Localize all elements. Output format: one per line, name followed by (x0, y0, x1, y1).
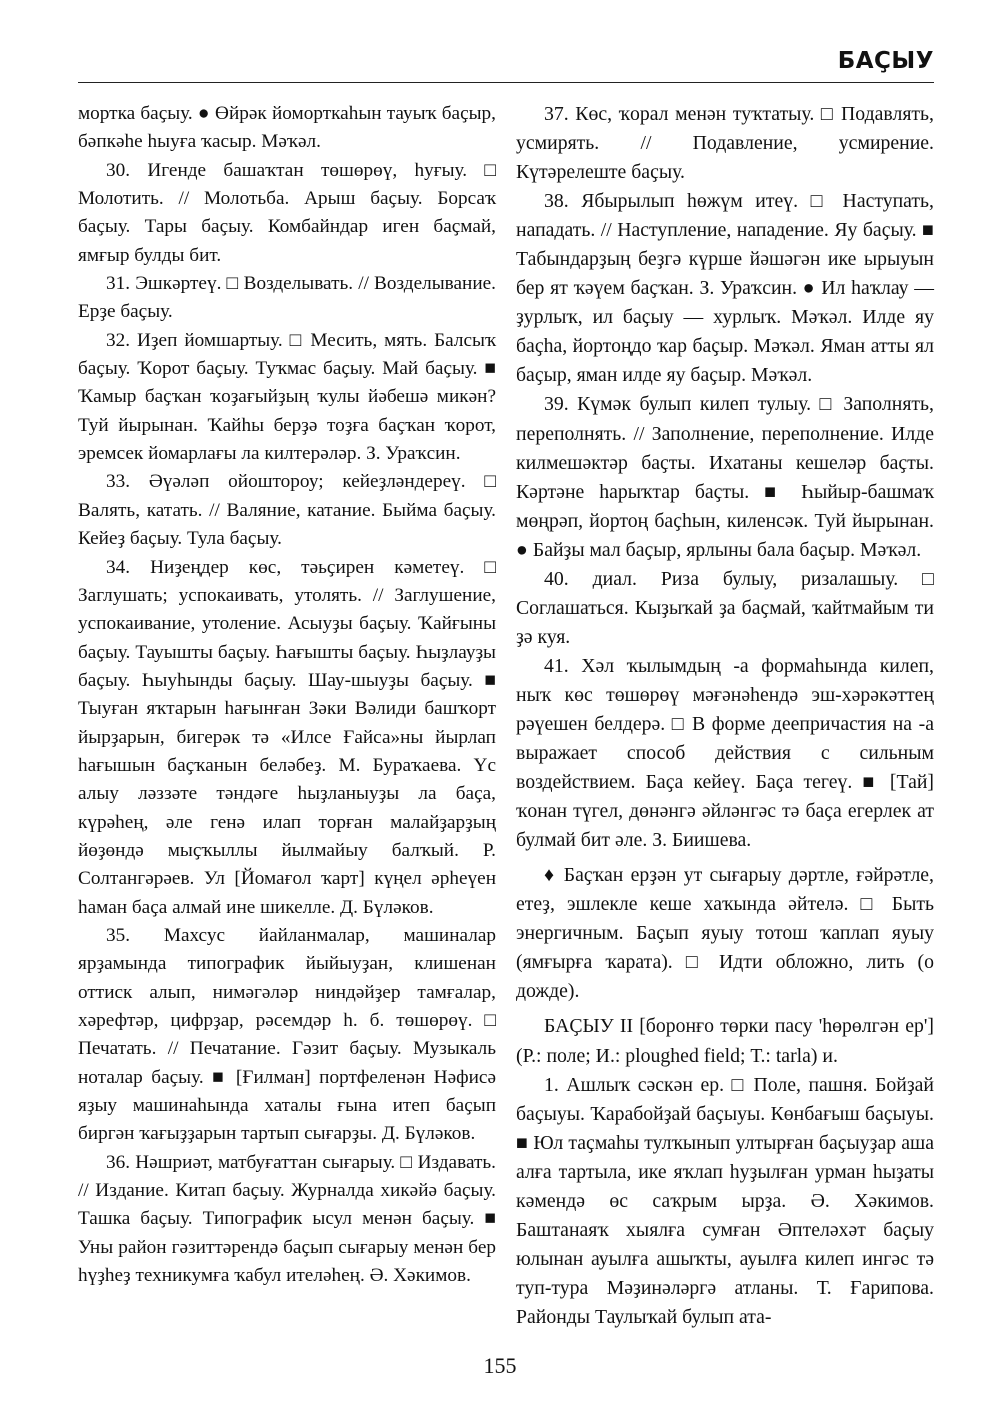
entry-paragraph: 36. Нәшриәт, матбуғаттан сығарыу. □ Издавать. // Издание. Китап баҫыу. Журналда хикәйә баҫыу. Ташка баҫыу. Типографик ысул менән баҫыу. ■ Уны район гәзиттәрендә баҫып сығарыу менән бер һүҙһеҙ техникумға ҡабул ителәһең. Ә. Хәкимов. (78, 1151, 496, 1287)
right-column (516, 100, 934, 1332)
left-column (78, 100, 496, 1290)
running-head-title: БАҪЫУ (837, 48, 934, 74)
entry-paragraph: 39. Күмәк булып килеп тулыу. □ Заполнять, переполнять. // Заполнение, переполнение. Илде килмешәктәр баҫты. Ихатаны кешеләр баҫты. Кәртәне һарыҡтар баҫты. ■ Һыйыр-башмаҡ мөңрәп, йортоң баҫһын, киленсәк. Туй йырынан. ● Байҙы мал баҫыр, ярлыны бала баҫыр. Мәҡәл. (516, 393, 934, 561)
entry-paragraph: 37. Көс, ҡорал менән туҡтатыу. □ Подавлять, усмирять. // Подавление, усмирение. Күтәрелеште баҫыу. (516, 103, 934, 184)
entry-paragraph: 35. Махсус йайланмалар, машиналар ярҙамында типографик йыйыуҙан, клишенан оттиск алып, нимәгәләр ниндәйҙер тамғалар, хәрефтәр, цифрҙар, рәсемдәр һ. б. төшөрөү. □ Печатать. // Печатание. Гәзит баҫыу. Музыкаль ноталар баҫыу. ■ [Ғилман] портфеленән Нәфисә яҙыу машинаһында хаталы ғына итеп баҫып биргән ҡағыҙҙарын тартып сығарҙы. Д. Бүләков. (78, 924, 496, 1145)
entry-paragraph: 38. Ябырылып һөжүм итеү. □ Наступать, нападать. // Наступление, нападение. Яу баҫыу. ■ Табындарҙың беҙгә күрше йәшәгән ике ырыуын бер ят ҡәүем баҫҡан. З. Ураҡсин. ● Ил һаҡлау — ҙурлыҡ, ил баҫыу — хурлыҡ. Мәҡәл. Илде яу баҫһа, йортоңдо ҡар баҫыр. Мәҡәл. Яман атты ял баҫыр, яман илде яу баҫыр. Мәҡәл. (516, 190, 934, 387)
entry-paragraph: 34. Ниҙеңдер көс, тәьҫирен кәметеү. □ Заглушать; успокаивать, утолять. // Заглушение, успокаивание, утоление. Асыуҙы баҫыу. Ҡайғыны баҫыу. Тауышты баҫыу. Һағышты баҫыу. Һыҙлауҙы баҫыу. Һыуһынды баҫыу. Шау-шыуҙы баҫыу. ■ Тыуған яҡтарын һағынған Зәки Вәлиди башҡорт йырҙарын, бигерәк тә «Илсе Ғайса»ны йырлап һағышын баҫҡанын беләбеҙ. М. Бураҡаева. Үс алыу ләззәте тәндәге һыҙланыуҙы ла баҫа, күрәһең, әле генә илап торған малайҙарҙың йөҙөндә мыҫҡыллы йылмайыу балҡый. Р. Солтангәрәев. Ул [Йомағол ҡарт] күңел әрһеүен һаман баҫа алмай ине шикелле. Д. Бүләков. (78, 556, 496, 918)
entry-paragraph: 41. Хәл ҡылымдың -а формаһында килеп, ныҡ көс төшөрөү мәғәнәһендә эш-хәрәкәттең рәүешен белдерә. □ В форме деепричастия на -а выражает способ действия с сильным воздействием. Баҫа кейеү. Баҫа тегеү. ■ [Тай] ҡонан түгел, дөнәнгә әйләнгәс тә баҫа егерлек ат булмай бит әле. З. Биишева. (516, 654, 934, 852)
page-number: 155 (483, 1353, 517, 1378)
entry-paragraph: 40. диал. Риза булыу, ризалашыу. □ Соглашаться. Кыҙыҡай ҙа баҫмай, ҡайтмайым ти ҙә куя. (516, 567, 934, 648)
entry-paragraph: 33. Әүәләп ойоштороу; кейеҙләндереү. □ Валять, катать. // Валяние, катание. Быйма баҫыу. Кейеҙ баҫыу. Тула баҫыу. (78, 471, 496, 550)
entry-paragraph: 30. Игенде башаҡтан төшөрөү, һуғыу. □ Молотить. // Молотьба. Арыш баҫыу. Борсаҡ баҫыу. Тары баҫыу. Комбайндар иген баҫмай, ямғыр булды бит. (78, 159, 496, 266)
idiom-paragraph: ♦ Баҫҡан ерҙән ут сығарыу дәртле, ғәйрәтле, етеҙ, эшлекле кеше хаҡында әйтелә. □ Быть энергичным. Баҫып яуыу тотош ҡаплап яуыу (ямғырға ҡарата). □ Идти обложно, лить (о дожде). (516, 864, 934, 1003)
entry-paragraph: мортка баҫыу. ● Өйрәк йоморткаһын тауыҡ баҫыр, бәпкәһе һыуға ҡасыр. Мәҡәл. (78, 103, 496, 153)
entry-paragraph: 32. Иҙеп йомшартыу. □ Месить, мять. Балсыҡ баҫыу. Ҡорот баҫыу. Туҡмас баҫыу. Май баҫыу. ■ Ҡамыр баҫҡан ҡоҙағыйҙың ҡулы йәбешә микән? Туй йырынан. Ҡайһы берҙә тоҙға баҫҡан ҡорот, эремсек йомарлағы ла килтерәләр. З. Ураҡсин. (78, 329, 496, 465)
entry-paragraph: 1. Ашлыҡ сәскән ер. □ Поле, пашня. Бойҙай баҫыуы. Ҡарабойҙай баҫыуы. Көнбағыш баҫыуы. ■ Юл таҫмаһы тулҡынып ултырған баҫыуҙар аша алға тартыла, ике яҡлап һуҙылған урман һыҙаты кәмендә өс саҡрым ырҙа. Ә. Хәкимов. Баштанаяҡ хыялға сумған Әптеләхәт баҫыу юлынан ауылға ашыҡты, ауылға килеп ингәс тә туп-тура Мәҙинәләргә атланы. Т. Ғарипова. Районды Таулыҡай булып ата- (516, 1073, 934, 1328)
headword-paragraph: БАҪЫУ II [боронғо төрки пасу 'һөрөлгән ер'] (Р.: поле; И.: ploughed field; Т.: tarla) и. (516, 1015, 934, 1067)
entry-paragraph: 31. Эшкәртеү. □ Возделывать. // Возделывание. Ерҙе баҫыу. (78, 273, 496, 323)
page-header (78, 44, 934, 83)
